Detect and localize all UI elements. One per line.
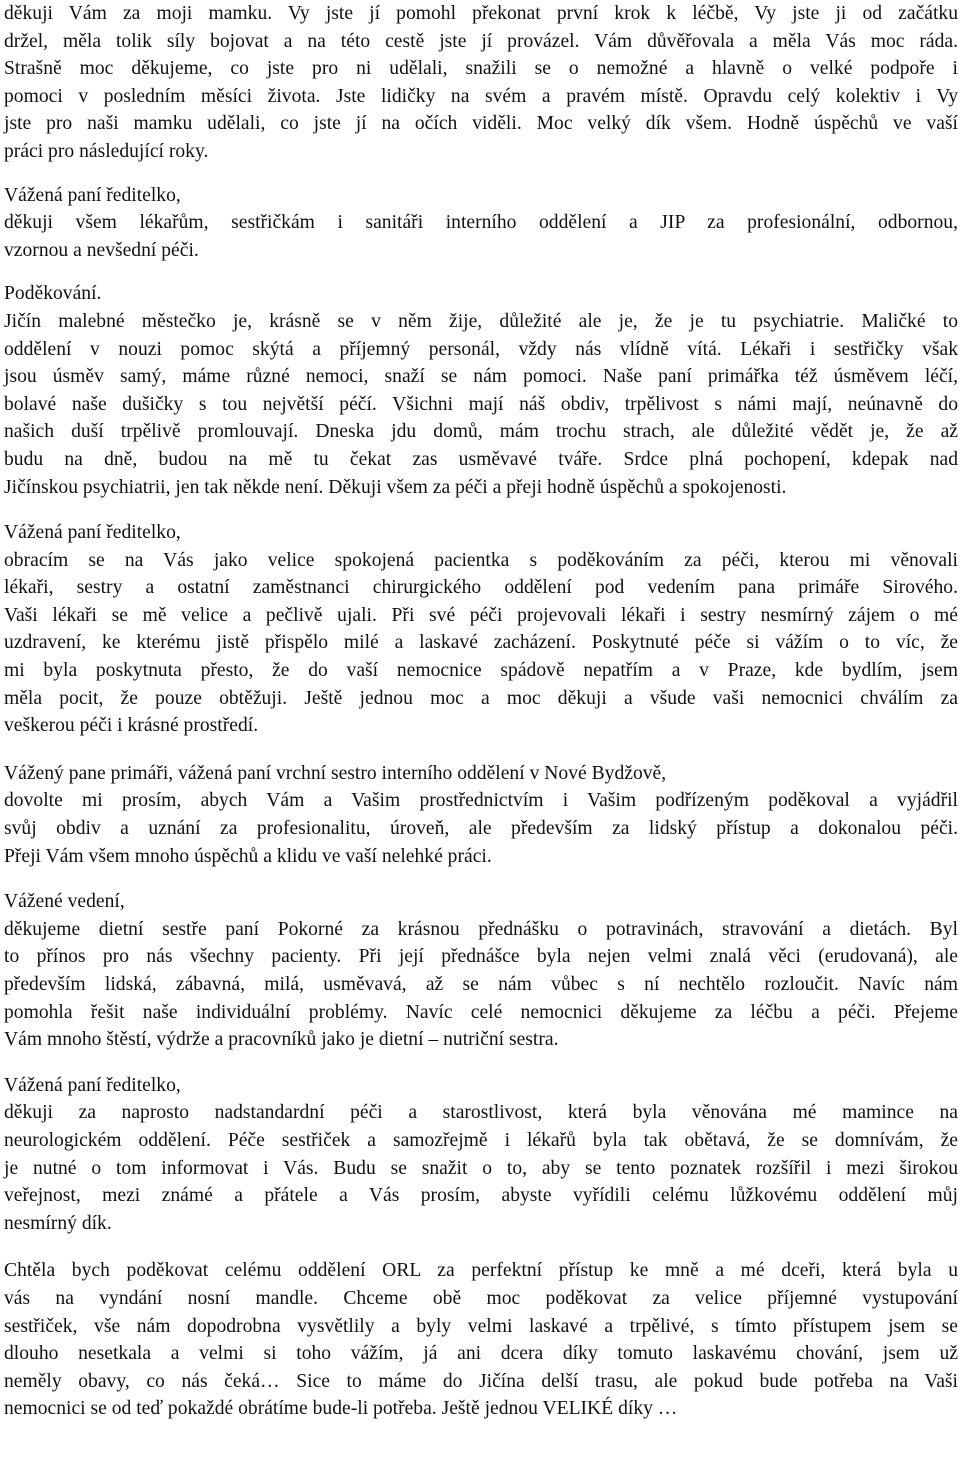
text-line: pomohla řešit naše individuální problémy. Navíc celé nemocnici děkujeme za léčbu a péči. Přejeme: [4, 1001, 958, 1023]
text-line: vás na vyndání nosní mandle. Chceme obě moc poděkovat za velice příjemné vystupování: [4, 1287, 958, 1309]
text-line: děkujeme dietní sestře paní Pokorné za krásnou přednášku o potravinách, stravování a dietách. Byl: [4, 918, 958, 940]
text-line: nemocnici se od teď pokaždé obrátíme bude-li potřeba. Ještě jednou VELIKÉ díky …: [4, 1398, 678, 1420]
text-line: jsou úsměv samý, máme různé nemoci, snaží se nám pomoci. Naše paní primářka též úsměvem léčí,: [4, 366, 958, 388]
letter-salutation: Vážená paní ředitelko,: [4, 184, 181, 206]
text-line: svůj obdiv a uznání za profesionalitu, úroveň, ale především za lidský přístup a dokonalou péči.: [4, 818, 958, 840]
text-line: lékaři, sestry a ostatní zaměstnanci chirurgického oddělení pod vedením pana primáře Sirového.: [4, 577, 958, 599]
text-line: držel, měla tolik síly bojovat a na této cestě jste jí provázel. Vám důvěřovala a měla Vás moc ráda.: [4, 30, 958, 52]
text-line: Vaši lékaři se mě velice a pečlivě ujali. Při své péči projevovali lékaři i sestry nesmírný zájem o mé: [4, 604, 958, 626]
text-line: Strašně moc děkujeme, co jste pro ni udělali, snažili se o nemožné a hlavně o velké podpoře i: [4, 58, 958, 80]
letter-1: [4, 0, 958, 166]
text-line: neurologickém oddělení. Péče sestřiček a samozřejmě i lékařů byla tak obětavá, že se domnívám, že: [4, 1129, 958, 1151]
text-line: Jičín malebné městečko je, krásně se v něm žije, důležité ale je, že je tu psychiatrie. Maličké to: [4, 310, 958, 332]
text-line: Jičínskou psychiatrii, jen tak někde není. Děkuji všem za péči a přeji hodně úspěchů a spokojenosti.: [4, 476, 787, 498]
text-line: to přínos pro nás všechny pacienty. Při její přednášce byla nejen velmi znalá věci (erudovaná), ale: [4, 946, 958, 968]
letter-8: [4, 1257, 958, 1423]
letter-2: [4, 182, 958, 265]
text-line: vzornou a nevšední péči.: [4, 239, 199, 261]
text-line: veškerou péči i krásné prostředí.: [4, 715, 259, 737]
text-line: je nutné o tom informovat i Vás. Budu se snažit o to, aby se tento poznatek rozšířil i mezi širokou: [4, 1157, 958, 1179]
text-line: dovolte mi prosím, abych Vám a Vašim prostřednictvím i Vašim podřízeným poděkoval a vyjádřil: [4, 790, 958, 812]
text-line: budu na dně, budou na mě tu čekat zas usměvavé tváře. Srdce plná pochopení, kdepak nad: [4, 448, 958, 470]
text-line: děkuji za naprosto nadstandardní péči a starostlivost, která byla věnována mé mamince na: [4, 1102, 958, 1124]
text-line: sestřiček, vše nám dopodrobna vysvětlily a byly velmi laskavé a trpělivé, s tímto přístupem jsem se: [4, 1315, 958, 1337]
document-page: [4, 0, 958, 1423]
letter-5: [4, 760, 958, 870]
text-line: Vám mnoho štěstí, výdrže a pracovníků jako je dietní – nutriční sestra.: [4, 1029, 559, 1051]
text-line: především lidská, zábavná, milá, usměvavá, až se nám vůbec s ní nechtělo rozloučit. Navíc nám: [4, 974, 958, 995]
letter-3: [4, 280, 958, 501]
text-line: bolavé naše dušičky s tou největší péčí. Všichni mají náš obdiv, trpělivost s námi mají, neúnavně do: [4, 393, 958, 415]
text-line: měla pocit, že pouze obtěžuji. Ještě jednou moc a moc děkuji a všude vaši nemocnici chválím za: [4, 687, 958, 709]
letter-salutation: Vážené vedení,: [4, 891, 125, 913]
letter-heading: Poděkování.: [4, 283, 102, 305]
text-line: oddělení v nouzi pomoc skýtá a příjemný personál, vždy nás vlídně vítá. Lékaři i sestřičky však: [4, 338, 958, 360]
text-line: nesmírný dík.: [4, 1212, 112, 1234]
text-line: dlouho nesetkala a velmi si toho vážím, já ani dcera díky tomuto laskavému chování, jsem už: [4, 1343, 958, 1365]
text-line: neměly obavy, co nás čeká… Sice to máme do Jičína delší trasu, ale pokud bude potřeba na Vaši: [4, 1370, 958, 1392]
text-line: našich duší trpělivě promlouvají. Dneska jdu domů, mám trochu strach, ale důležité vědět je, že až: [4, 421, 958, 443]
text-line: práci pro následující roky.: [4, 140, 209, 162]
text-line: veřejnost, mezi známé a přátele a Vás prosím, abyste vyřídili celému lůžkovému oddělení můj: [4, 1185, 958, 1207]
letter-7: [4, 1072, 958, 1238]
text-line: pomoci v posledním měsíci života. Jste lidičky na svém a pravém místě. Opravdu celý kolektiv i Vy: [4, 85, 958, 107]
text-line: uzdravení, ke kterému jistě přispělo milé a laskavé zacházení. Poskytnuté péče si vážím o to víc, že: [4, 632, 958, 654]
letter-salutation: Vážená paní ředitelko,: [4, 1074, 181, 1096]
text-line: mi byla poskytnuta přesto, že do vaší nemocnice spádově nepatřím a v Praze, kde bydlím, jsem: [4, 660, 958, 682]
text-line: Přeji Vám všem mnoho úspěchů a klidu ve vaší nelehké práci.: [4, 845, 492, 867]
text-line: Chtěla bych poděkovat celému oddělení ORL za perfektní přístup ke mně a mé dceři, která byla u: [4, 1260, 958, 1282]
text-line: děkuji všem lékařům, sestřičkám i sanitáři interního oddělení a JIP za profesionální, odbornou,: [4, 212, 958, 234]
letter-salutation: Vážený pane primáři, vážená paní vrchní sestro interního oddělení v Nové Bydžově,: [4, 762, 667, 784]
letter-6: [4, 888, 958, 1054]
letter-4: [4, 519, 958, 740]
letter-salutation: Vážená paní ředitelko,: [4, 522, 181, 544]
text-line: jste pro naši mamku udělali, co jste jí na očích viděli. Moc velký dík všem. Hodně úspěchů ve vaší: [4, 113, 958, 135]
text-line: obracím se na Vás jako velice spokojená pacientka s poděkováním za péči, kterou mi věnovali: [4, 549, 958, 571]
text-line: děkuji Vám za moji mamku. Vy jste jí pomohl překonat první krok k léčbě, Vy jste ji od začátku: [4, 3, 958, 24]
